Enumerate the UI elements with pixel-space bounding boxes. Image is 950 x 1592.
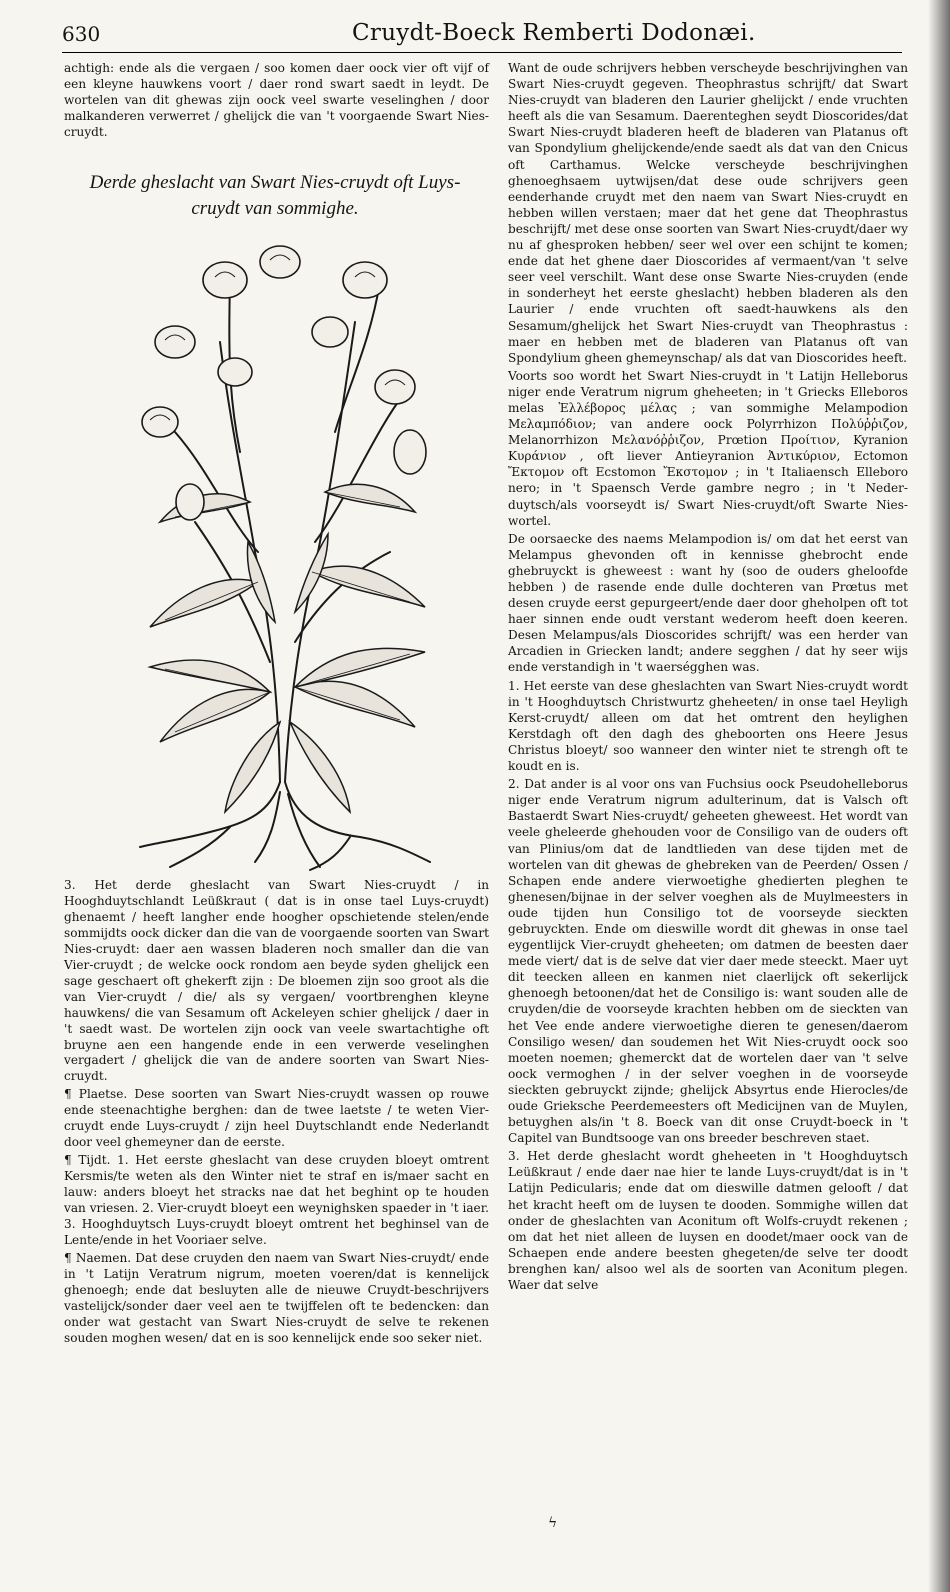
paragraph: 1. Het eerste van dese gheslachten van Swart Nies-cruydt wordt in 't Hooghduytsch Christwurtz gheheeten/ in onse tael Heyligh Kerst-cruydt/ alleen om dat het omtrent den heylighen Kerstdagh oft den dagh des gheboorten ons Heere Jesus Christus bloeyt/ soo wanneer den winter niet te strengh oft te koudt en is.	[508, 678, 908, 774]
paragraph: ¶ Plaetse. Dese soorten van Swart Nies-cruydt wassen op rouwe ende steenachtighe berghen: dan de twee laetste / te weten Vier-cruydt ende Luys-cruydt / zijn heel Duytschlandt ende Nederlandt door veel ghemeyner dan de eerste.	[64, 1087, 489, 1150]
header-rule	[62, 52, 902, 53]
left-column-bottom	[64, 878, 489, 1349]
running-title: Cruydt-Boeck Remberti Dodonæi.	[352, 20, 756, 46]
scan-edge-shadow	[928, 0, 950, 1592]
left-column-top	[64, 60, 489, 142]
paragraph: 3. Het derde gheslacht van Swart Nies-cruydt / in Hooghduytschlandt Leüßkraut ( dat is in onse tael Luys-cruydt) ghenaemt / heeft langher ende hoogher opschietende stelen/ende sommijdts oock dicker dan die van de voorgaende soorten van Swart Nies-cruydt: daer aen wassen bladeren noch smaller dan die van Vier-cruydt ; de welcke oock rondom aen beyde syden ghelijck een sage geschaert oft ghekerft zijn : De bloemen zijn soo groot als die van Vier-cruydt / die/ als sy vergaen/ voortbrenghen kleyne hauwkens/ die van Sesamum oft Ackeleyen schier ghelijck / daer in 't saedt wast. De wortelen zijn oock van veele swartachtighe oft bruyne aen een hangende ende in een verwerde veselinghen vergadert / ghelijck die van de andere soorten van Swart Nies-cruydt.	[64, 878, 489, 1084]
paragraph: Voorts soo wordt het Swart Nies-cruydt in 't Latijn Helleborus niger ende Veratrum nigrum gheheeten; in 't Griecks Elleboros melas Ἑλλέβορος μέλας ; van sommighe Melampodion Μελαμπόδιον; van andere oock Polyrrhizon Πολύῤῥιζον, Melanorrhizon Μελανόῤῥιζον, Prœtion Προίτιον, Kyranion Κυράνιον , oft liever Antieyranion Ἀντικύριον, Ectomon Ἔκτομον oft Ecstomon Ἔκστομον ; in 't Italiaensch Elleboro nero; in 't Spaensch Verde gambre negro ; in 't Neder-duytsch/als voorseydt is/ Swart Nies-cruydt/oft Swarte Nies-wortel.	[508, 368, 908, 528]
section-heading: Derde gheslacht van Swart Nies-cruydt oft Luys-cruydt van sommighe.	[89, 172, 461, 219]
page-header	[62, 20, 902, 50]
paragraph: 2. Dat ander is al voor ons van Fuchsius oock Pseudohelleborus niger ende Veratrum nigrum adulterinum, dat is Valsch oft Bastaerdt Swart Nies-cruydt/ geheeten gheweest. Het wordt van veele gheleerde ghehouden voor de Consiligo van de ouders oft van Plinius/om dat de landtlieden van dese tijden met de wortelen van dit ghewas de ghebreken van de Peerden/ Ossen / Schapen ende andere vierwoetighe ghedierten pleghen te ghenesen/bijnae in der selver voeghen als de Muylmeesters in oude tijden hun Consiligo tot de voorseyde sieckten gebruyckten. Ende om dieswille wordt dit ghewas in onse tael eygentlijck Vier-cruydt gheheeten; om datmen de beesten daer mede viert/ dat is de selve dat vier daer mede steeckt. Maer uyt dit teecken alleen en kanmen niet claerlijck oft sekerlijck ghenoegh betoonen/dat het de Consiligo is: want souden alle de cruyden/die de voorseyde krachten hebben om de sieckten van het Vee ende andere vierwoetighe dieren te genesen/daerom Consiligo wesen/ dan soudemen het Wit Nies-cruydt oock soo moeten noemen; ghemerckt dat de wortelen daer van 't selve oock vermoghen / in der selver voeghen in de voorseyde sieckten gebruyckt zijnde; ghelijck Absyrtus ende Hierocles/de oude Grieksche Peerdemeesters oft Medicijnen van de Muylen, betuyghen als/in 't 8. Boeck van dit onse Cruydt-boeck in 't Capitel van Bundtsooge van ons breeder beschreven staet.	[508, 777, 908, 1146]
paragraph: achtigh: ende als die vergaen / soo komen daer oock vier oft vijf of een kleyne hauwkens voort / daer rond swart saedt in leydt. De wortelen van dit ghewas zijn oock veel swarte veselinghen / door malkanderen verwerret / ghelijck die van 't voorgaende Swart Nies-cruydt.	[64, 61, 489, 140]
paragraph: De oorsaecke des naems Melampodion is/ om dat het eerst van Melampus ghevonden oft in kennisse ghebrocht ende ghebruyckt is gheweest : want hy (soo de ouders gheloofde hebben ) de rasende ende dulle dochteren van Prœtus met desen cruyde eerst gepurgeert/ende daer door gheholpen oft tot haer sinnen ende oudt verstant wederom heeft doen keeren. Desen Melampus/als Dioscorides schrijft/ was een herder van Arcadien in Griecken landt; andere segghen / dat hy seer wijs ende verstandigh in 't waerségghen was.	[508, 531, 908, 675]
page-number: 630	[62, 22, 101, 46]
woodcut-plant-figure	[80, 222, 480, 872]
page-mark: ϟ	[548, 1515, 558, 1531]
paragraph: ¶ Tijdt. 1. Het eerste gheslacht van dese cruyden bloeyt omtrent Kersmis/te weten als den Winter niet te straf en is/maer sacht en lauw: anders bloeyt het stracks nae dat het beghint op te houden van vriesen. 2. Vier-cruydt bloeyt een weynighsken spaeder in 't iaer. 3. Hooghduytsch Luys-cruydt bloeyt omtrent het beghinsel van de Lente/ende in het Vooriaer selve.	[64, 1153, 489, 1247]
paragraph: 3. Het derde gheslacht wordt gheheeten in 't Hooghduytsch Leüßkraut / ende daer nae hier te lande Luys-cruydt/dat is in 't Latijn Pedicularis; ende dat om dieswille datmen gelooft / dat het kracht heeft om de luysen te dooden. Sommighe willen dat onder de gheslachten van Aconitum oft Wolfs-cruydt rekenen ; om dat het niet alleen de luysen en doodet/maer oock van de Schaepen ende andere beesten ghegeten/de selve ter doodt brenghen kan/ alsoo wel als de soorten van Aconitum plegen. Waer dat selve	[508, 1149, 908, 1293]
paragraph: ¶ Naemen. Dat dese cruyden den naem van Swart Nies-cruydt/ ende in 't Latijn Veratrum nigrum, moeten voeren/dat is kennelijck ghenoegh; ende dat besluyten alle de nieuwe Cruydt-beschrijvers vastelijck/sonder daer veel aen te twijffelen oft te bedencken: dan onder wat gestacht van Swart Nies-cruydt de selve te rekenen souden moghen wesen/ dat en is soo kennelijck ende soo seker niet.	[64, 1250, 489, 1345]
paragraph: Want de oude schrijvers hebben verscheyde beschrijvinghen van Swart Nies-cruydt gegeven. Theophrastus schrijft/ dat Swart Nies-cruydt van bladeren den Laurier ghelijckt / ende vruchten heeft als die van Sesamum. Daerenteghen seydt Dioscorides/dat Swart Nies-cruydt bladeren heeft de bladeren van Platanus oft van Spondylium ghelijckende/ende saedt als dat van den Cnicus oft Carthamus. Welcke verscheyde beschrijvinghen ghenoeghsaem uytwijsen/dat dese oude schrijvers geen eenderhande cruydt met den naem van Swart Nies-cruydt en hebben willen verstaen; maer dat het gene dat Theophrastus beschrijft/ met dese onse soorten van Swart Nies-cruydt/daer wy nu af ghesproken hebben/ seer wel over een schijnt te komen; ende dat het ghene daer Dioscorides af vermaent/van 't selve seer veel verschilt. Want dese onse Swarte Nies-cruyden (ende in sonderheyt het eerste gheslacht) hebben bladeren als den Laurier / ende vruchten oft saedt-hauwkens als den Sesamum/ghelijck het Swart Nies-cruydt van Theophrastus : maer en hebben met de bladeren van Platanus oft van Spondylium gheen ghemeynschap/ als dat van Dioscorides heeft.	[508, 61, 908, 365]
right-column	[508, 60, 908, 1295]
